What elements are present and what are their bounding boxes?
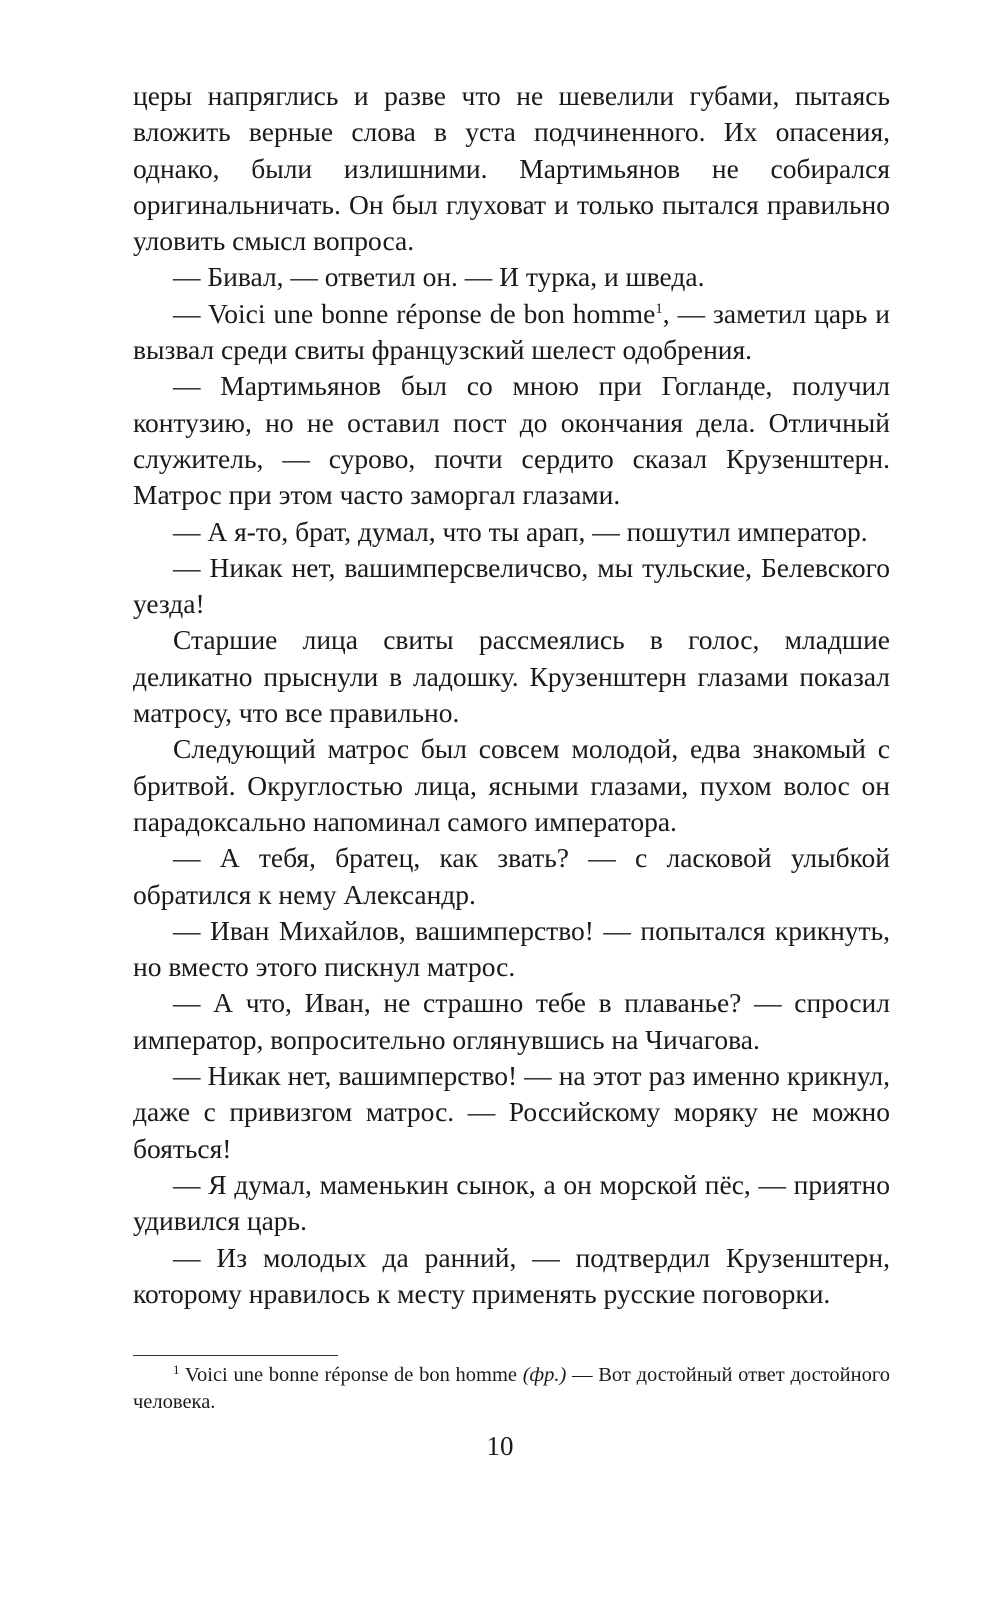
paragraph-text: , — заметил царь и вызвал среди свиты французский шелест одобрения. [133,297,890,366]
footnote-mark: 1 [173,1362,180,1377]
paragraph: — Мартимьянов был со мною при Гогланде, получил контузию, но не оставил пост до окончания дела. Отличный служитель, — сурово, почти сердито сказал Крузенштерн. Матрос при этом часто заморгал глазами. [133,370,890,511]
paragraph: — Никак нет, вашимперство! — на этот раз именно крикнул, даже с привизгом матрос. — Российскому моряку не можно бояться! [133,1060,890,1164]
paragraph: Следующий матрос был совсем молодой, едва знакомый с бритвой. Округлостью лица, ясными глазами, пухом волос он парадоксально напоминал самого императора. [133,733,890,837]
footnote-reference[interactable]: 1 [655,300,663,317]
page-body [133,78,890,1312]
paragraph: — Бивал, — ответил он. — И турка, и шведа. [173,261,705,293]
paragraph: — Никак нет, вашимперсвеличсво, мы тульские, Белевского уезда! [133,551,890,620]
paragraph-with-footnote-ref [133,296,890,369]
paragraph: Старшие лица свиты рассмеялись в голос, младшие деликатно прыснули в ладошку. Крузенштерн глазами показал матросу, что все правильно. [133,624,890,729]
footnote-language: (фр.) [522,1364,567,1386]
paragraph: — А тебя, братец, как звать? — с ласковой улыбкой обратился к нему Александр. [133,842,890,910]
paragraph: — А что, Иван, не страшно тебе в плаванье? — спросил император, вопросительно оглянувшись на Чичагова. [133,987,890,1055]
page-number: 10 [486,1431,514,1461]
paragraph: — Я думал, маменькин сынок, а он морской пёс, — приятно удивился царь. [133,1168,890,1237]
paragraph: — Из молодых да ранний, — подтвердил Крузенштерн, которому нравилось к месту применять русские поговорки. [133,1241,890,1309]
paragraph: — А я-то, брат, думал, что ты арап, — пошутил император. [173,515,868,547]
paragraph: церы напряглись и разве что не шевелили губами, пытаясь вложить верные слова в уста подчиненного. Их опасения, однако, были излишними. Мартимьянов не собирался оригинальничать. Он был глуховат и только пытался правильно уловить смысл вопроса. [133,80,890,257]
paragraph: — Иван Михайлов, вашимперство! — попытался крикнуть, но вместо этого пискнул матрос. [133,914,890,983]
body-text [133,78,890,1312]
paragraph-text: — Voici une bonne réponse de bon homme [173,297,656,329]
footnote-source: Voici une bonne réponse de bon homme [184,1364,518,1386]
footnote [133,1362,890,1416]
footnote-translation: — Вот достойный ответ достойного человека. [133,1364,891,1413]
footnote-divider [133,1355,338,1356]
